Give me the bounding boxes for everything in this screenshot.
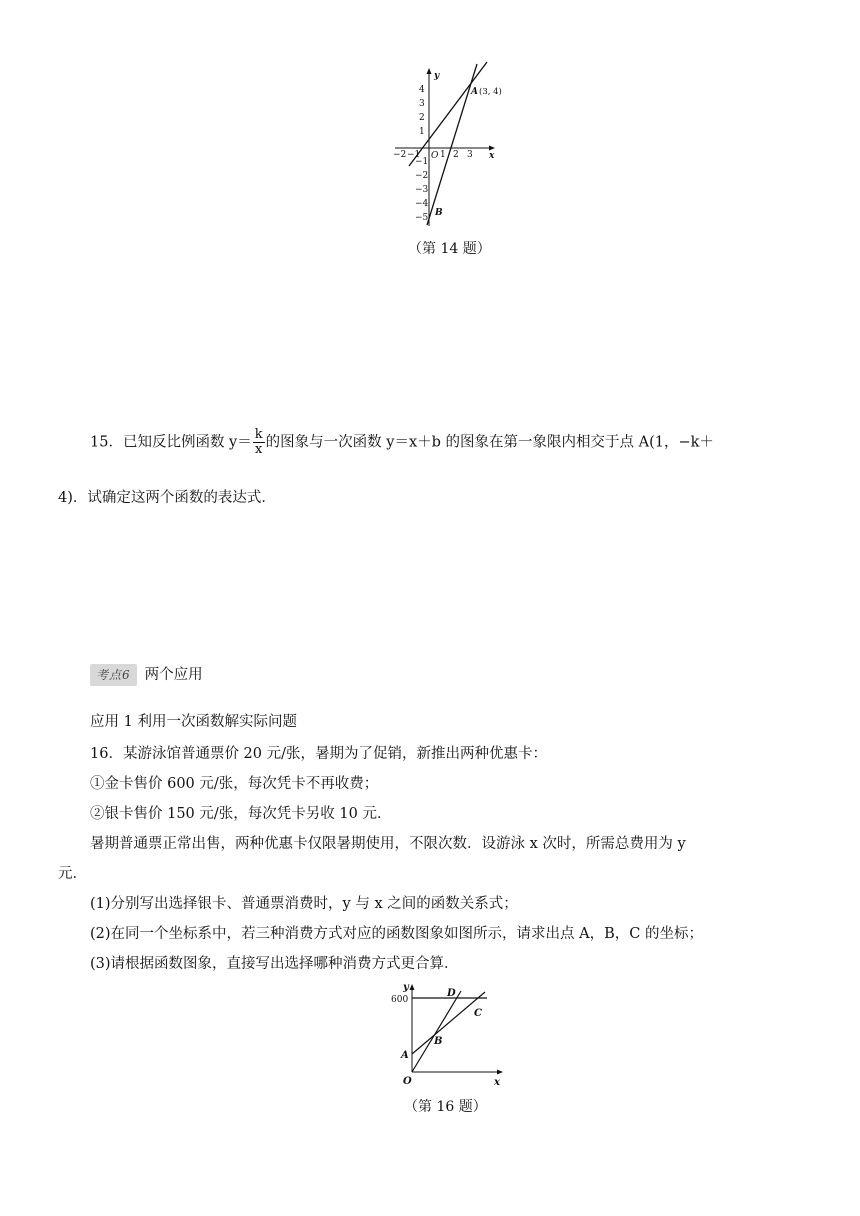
line-ab bbox=[427, 64, 477, 225]
question-16-part-1: (1)分别写出选择银卡、普通票消费时，y 与 x 之间的函数关系式； bbox=[90, 896, 518, 912]
y-axis-label: y bbox=[403, 982, 409, 993]
point-a-label: A bbox=[471, 87, 478, 97]
y-tick-label: −5 bbox=[415, 213, 429, 223]
y-axis-arrow bbox=[410, 984, 415, 990]
x-axis-label: x bbox=[494, 1077, 500, 1088]
x-tick-label: −1 bbox=[407, 150, 421, 160]
question-16-line: 元． bbox=[58, 866, 87, 882]
y-tick-label: −4 bbox=[415, 199, 429, 209]
y-tick-label: 3 bbox=[419, 99, 425, 109]
y-axis-arrow bbox=[427, 68, 432, 74]
fraction bbox=[253, 428, 265, 457]
point-b-label: B bbox=[434, 1036, 443, 1047]
y-tick-label: 1 bbox=[419, 127, 425, 137]
section-heading bbox=[90, 664, 203, 686]
y-axis-label: y bbox=[434, 71, 440, 81]
fraction-numerator: k bbox=[254, 427, 263, 442]
section-badge: 考点6 bbox=[90, 664, 137, 686]
figure-16-caption: （第 16 题） bbox=[404, 1099, 487, 1115]
question-15-line1 bbox=[90, 428, 714, 457]
question-16-part-3: (3)请根据函数图象，直接写出选择哪种消费方式更合算． bbox=[90, 956, 459, 972]
section-subtitle: 应用 1 利用一次函数解实际问题 bbox=[90, 714, 297, 730]
question-text: 的图象与一次函数 y＝x＋b 的图象在第一象限内相交于点 A(1，−k＋ bbox=[265, 434, 714, 451]
fraction-denominator: x bbox=[255, 442, 263, 457]
origin-label: O bbox=[431, 151, 439, 161]
y-tick-label: 4 bbox=[419, 85, 425, 95]
question-16-part-2: (2)在同一个坐标系中，若三种消费方式对应的函数图象如图所示，请求出点 A，B，C 的坐标； bbox=[90, 926, 703, 942]
point-d-label: D bbox=[447, 988, 456, 999]
x-axis-arrow bbox=[489, 146, 495, 151]
x-tick-label: 2 bbox=[453, 150, 459, 160]
question-16-line: 暑期普通票正常出售，两种优惠卡仅限暑期使用，不限次数．设游泳 x 次时，所需总费用为 y bbox=[90, 836, 686, 852]
x-tick-label: −2 bbox=[393, 150, 407, 160]
figure-16-graph bbox=[385, 980, 510, 1092]
figure-14-graph bbox=[385, 60, 505, 230]
y-value-label: 600 bbox=[391, 995, 409, 1005]
question-number: 16． bbox=[90, 746, 123, 762]
section-title: 两个应用 bbox=[144, 667, 203, 683]
question-16-line: ①金卡售价 600 元/张，每次凭卡不再收费； bbox=[90, 776, 379, 792]
x-tick-label: 3 bbox=[467, 150, 473, 160]
y-tick-label: −1 bbox=[415, 157, 429, 167]
silver-card-line bbox=[412, 992, 485, 1054]
point-c-label: C bbox=[474, 1008, 482, 1019]
point-a-label: A bbox=[401, 1050, 409, 1061]
question-15-line2: 4)．试确定这两个函数的表达式． bbox=[58, 490, 276, 506]
point-a-coord: (3, 4) bbox=[479, 87, 502, 97]
x-axis-arrow bbox=[497, 1070, 503, 1075]
x-axis-label: x bbox=[489, 151, 495, 161]
question-number: 15． bbox=[90, 434, 123, 451]
point-b-label: B bbox=[435, 208, 443, 218]
question-text: 某游泳馆普通票价 20 元/张，暑期为了促销，新推出两种优惠卡： bbox=[122, 746, 548, 762]
origin-label: O bbox=[403, 1076, 412, 1087]
y-tick-label: −3 bbox=[415, 185, 429, 195]
y-tick-label: −2 bbox=[415, 171, 429, 181]
regular-ticket-line bbox=[412, 991, 461, 1072]
question-text: 已知反比例函数 y＝ bbox=[122, 434, 252, 451]
y-tick-label: 2 bbox=[419, 113, 425, 123]
x-tick-label: 1 bbox=[440, 150, 446, 160]
figure-14-caption: （第 14 题） bbox=[408, 241, 491, 257]
question-16-line: ②银卡售价 150 元/张，每次凭卡另收 10 元． bbox=[90, 806, 392, 822]
question-16-line1 bbox=[90, 744, 547, 764]
